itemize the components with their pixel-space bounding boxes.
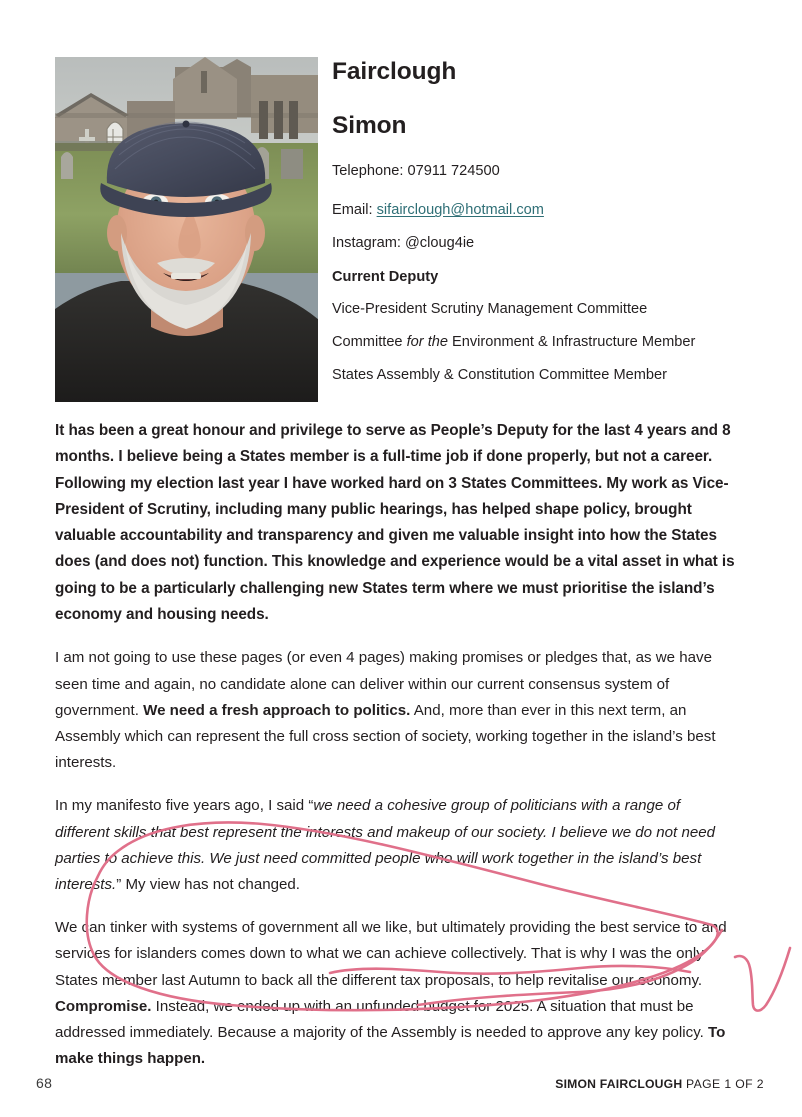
p2-part1: I am not going to use these pages (or even 4 pages) making promises or pledges that, as we have seen time and again, no candidate alone can deliver within our current consensus system of government.	[55, 649, 712, 719]
instagram-line: Instagram: @cloug4ie	[332, 235, 475, 252]
p2-part2: And, more than ever in this next term, an Assembly which can represent the full cross section of society, working together in the island’s best interests.	[55, 701, 716, 772]
p3-part1: In my manifesto five years ago, I said “	[55, 797, 314, 815]
candidate-header	[55, 57, 747, 405]
footer-candidate-name: SIMON FAIRCLOUGH	[555, 1077, 683, 1091]
candidate-details	[332, 57, 747, 384]
role-item-committee	[332, 319, 747, 352]
p3-italic-quote: we need a cohesive group of politicians with a range of different skills that best represent the interests and makeup of our society. I believe we do not need parties to achieve this. We just need committed people who will work together in the island’s best interests.	[55, 797, 716, 893]
paragraph-2	[55, 645, 738, 776]
footer-page-indicator: PAGE 1 OF 2	[685, 1077, 764, 1091]
page-footer	[0, 1057, 802, 1117]
email-label: Email:	[332, 202, 377, 219]
p4-bold-compromise: Compromise.	[55, 997, 152, 1015]
committee-italic: for the	[406, 334, 448, 351]
paragraph-3-quote	[55, 793, 738, 898]
manifesto-body	[55, 418, 738, 1072]
current-deputy-heading: Current Deputy	[332, 268, 439, 285]
telephone-line: Telephone: 07911 724500	[332, 162, 500, 179]
email-link[interactable]: sifairclough@hotmail.com	[376, 202, 544, 219]
p4-part2: Instead, we ended up with an unfunded budget for 2025. A situation that must be addressed immediately. Because a majority of the Assembly is needed to approve any key policy.	[55, 997, 709, 1042]
p4-part1: We can tinker with systems of government all we like, but ultimately providing the best service to and services for islanders comes down to what we can achieve collectively. That is why I was the only States member last Autumn to back all the different tax proposals, to help revitalise our economy.	[55, 919, 727, 989]
p4-bold-closing: To make things happen.	[55, 1024, 726, 1068]
paragraph-4	[55, 915, 738, 1072]
page-number-folio: 68	[36, 1075, 53, 1091]
candidate-firstname: Simon	[332, 112, 407, 140]
p3-part2: ” My view has not changed.	[116, 876, 300, 893]
committee-suffix: Environment & Infrastructure Member	[447, 334, 696, 351]
p2-bold-emphasis: We need a fresh approach to politics.	[143, 701, 411, 719]
role-item-1: States Assembly & Constitution Committee Member	[332, 366, 667, 383]
candidate-portrait-photo	[55, 57, 318, 402]
role-item-0: Vice-President Scrutiny Management Committee	[332, 301, 648, 318]
lead-paragraph: It has been a great honour and privilege to serve as People’s Deputy for the last 4 years and 8 months. I believe being a States member is a full-time job if done properly, but not a career. Following my election last year I have worked hard on 3 States Committees. My work as Vice-President of Scrutiny, including many public hearings, has helped shape policy, brought valuable accountability and transparency and given me valuable insight into how the States does (and does not) function. This knowledge and experience would be a vital asset in what is going to be a particularly challenging new States term where we must prioritise the island’s economy and housing needs.	[55, 422, 735, 624]
footer-right-block	[555, 1077, 764, 1091]
email-line	[332, 180, 747, 220]
committee-prefix: Committee	[332, 334, 407, 351]
candidate-surname: Fairclough	[332, 58, 457, 85]
